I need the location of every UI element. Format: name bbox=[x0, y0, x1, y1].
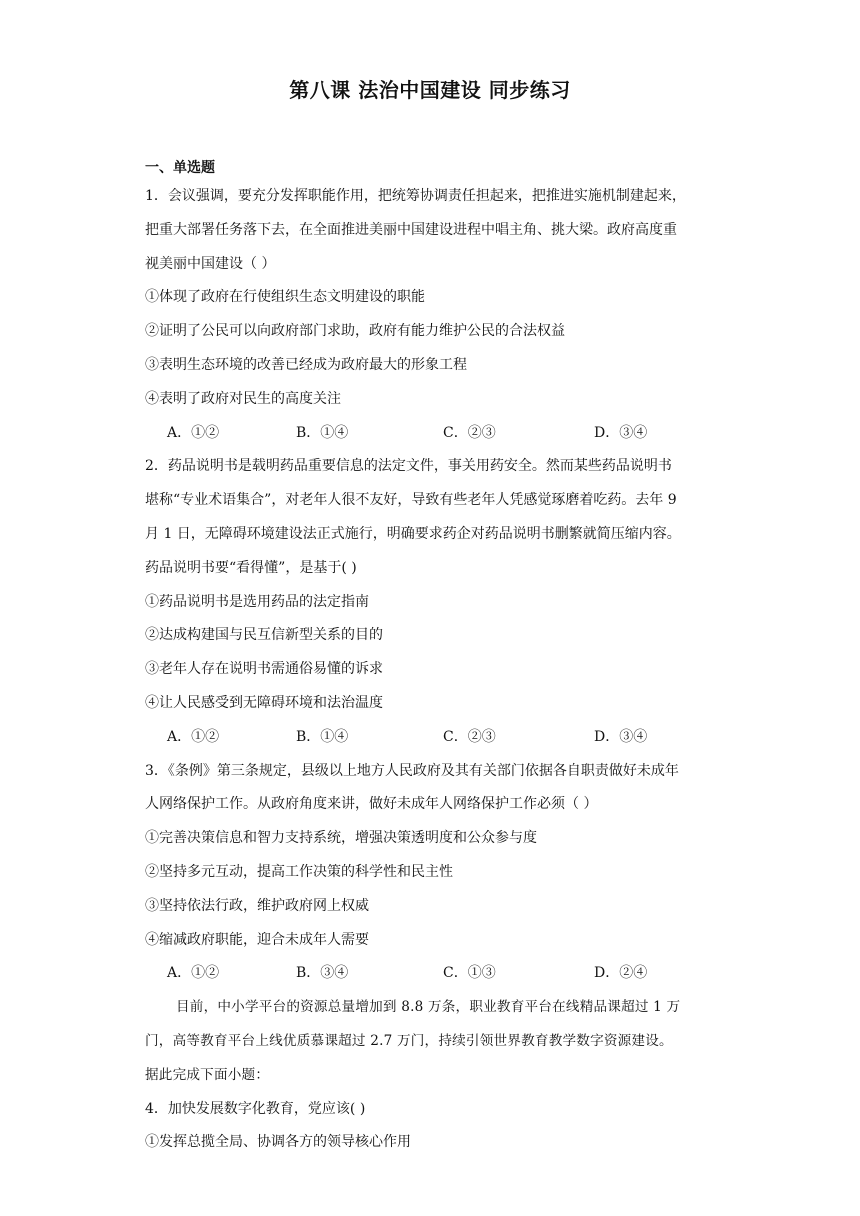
question-stem-line: 2．药品说明书是载明药品重要信息的法定文件，事关用药安全。然而某些药品说明书 bbox=[145, 458, 672, 475]
page-title: 第八课 法治中国建设 同步练习 bbox=[289, 78, 571, 102]
question-stem-line: 4．加快发展数字化教育，党应该( ) bbox=[145, 1100, 366, 1117]
statement: ②坚持多元互动，提高工作决策的科学性和民主性 bbox=[145, 863, 453, 880]
question-list bbox=[145, 180, 720, 1160]
question-stem-line: 药品说明书要“看得懂”，是基于( ) bbox=[145, 559, 357, 576]
option-b: B．①④ bbox=[296, 424, 349, 441]
option-d: D．③④ bbox=[594, 728, 648, 745]
statement: ①药品说明书是选用药品的法定指南 bbox=[145, 593, 369, 610]
statement: ①完善决策信息和智力支持系统，增强决策透明度和公众参与度 bbox=[145, 830, 537, 847]
question-stem-line: 视美丽中国建设（ ） bbox=[145, 255, 276, 272]
option-a: A．①② bbox=[167, 424, 220, 441]
question-stem-line: 1．会议强调，要充分发挥职能作用，把统筹协调责任担起来，把推进实施机制建起来， bbox=[145, 188, 686, 204]
option-b: B．③④ bbox=[296, 965, 349, 982]
statement: ①发挥总揽全局、协调各方的领导核心作用 bbox=[145, 1134, 411, 1151]
answer-options bbox=[145, 721, 720, 755]
question-4 bbox=[145, 1093, 720, 1161]
option-c: C．②③ bbox=[443, 728, 496, 745]
statement: ④缩减政府职能，迎合未成年人需要 bbox=[145, 931, 369, 948]
material-line: 据此完成下面小题： bbox=[145, 1066, 270, 1083]
statement: ③表明生态环境的改善已经成为政府最大的形象工程 bbox=[145, 356, 467, 373]
statement: ④让人民感受到无障碍环境和法治温度 bbox=[145, 694, 383, 711]
question-stem-line: 人网络保护工作。从政府角度来讲，做好未成年人网络保护工作必须（ ） bbox=[145, 796, 598, 813]
option-b: B．①④ bbox=[296, 728, 349, 745]
question-stem-line: 月 1 日，无障碍环境建设法正式施行，明确要求药企对药品说明书删繁就简压缩内容。 bbox=[145, 525, 681, 542]
option-a: A．①② bbox=[167, 965, 220, 982]
question-3 bbox=[145, 755, 720, 992]
reading-material bbox=[145, 991, 720, 1092]
option-c: C．①③ bbox=[443, 965, 496, 982]
option-c: C．②③ bbox=[443, 424, 496, 441]
question-stem-line: 堪称“专业术语集合”，对老年人很不友好，导致有些老年人凭感觉琢磨着吃药。去年 9 bbox=[145, 492, 677, 509]
question-stem-line: 3．《条例》第三条规定，县级以上地方人民政府及其有关部门依据各自职责做好未成年 bbox=[145, 762, 679, 779]
question-2 bbox=[145, 450, 720, 754]
option-a: A．①② bbox=[167, 728, 220, 745]
question-1 bbox=[145, 180, 720, 450]
statement: ③老年人存在说明书需通俗易懂的诉求 bbox=[145, 661, 383, 678]
answer-options bbox=[145, 957, 720, 991]
statement: ①体现了政府在行使组织生态文明建设的职能 bbox=[145, 289, 425, 306]
question-stem-line: 把重大部署任务落下去，在全面推进美丽中国建设进程中唱主角、挑大梁。政府高度重 bbox=[145, 221, 677, 238]
material-line: 门，高等教育平台上线优质慕课超过 2.7 万门，持续引领世界教育教学数字资源建设。 bbox=[145, 1032, 673, 1049]
statement: ②证明了公民可以向政府部门求助，政府有能力维护公民的合法权益 bbox=[145, 323, 565, 340]
section-heading: 一、单选题 bbox=[145, 160, 215, 176]
material-line: 目前，中小学平台的资源总量增加到 8.8 万条，职业教育平台在线精品课超过 1 万 bbox=[176, 999, 681, 1016]
statement: ④表明了政府对民生的高度关注 bbox=[145, 390, 341, 407]
option-d: D．③④ bbox=[594, 424, 648, 441]
statement: ②达成构建国与民互信新型关系的目的 bbox=[145, 627, 383, 644]
answer-options bbox=[145, 417, 720, 451]
option-d: D．②④ bbox=[594, 965, 648, 982]
statement: ③坚持依法行政，维护政府网上权威 bbox=[145, 897, 369, 914]
